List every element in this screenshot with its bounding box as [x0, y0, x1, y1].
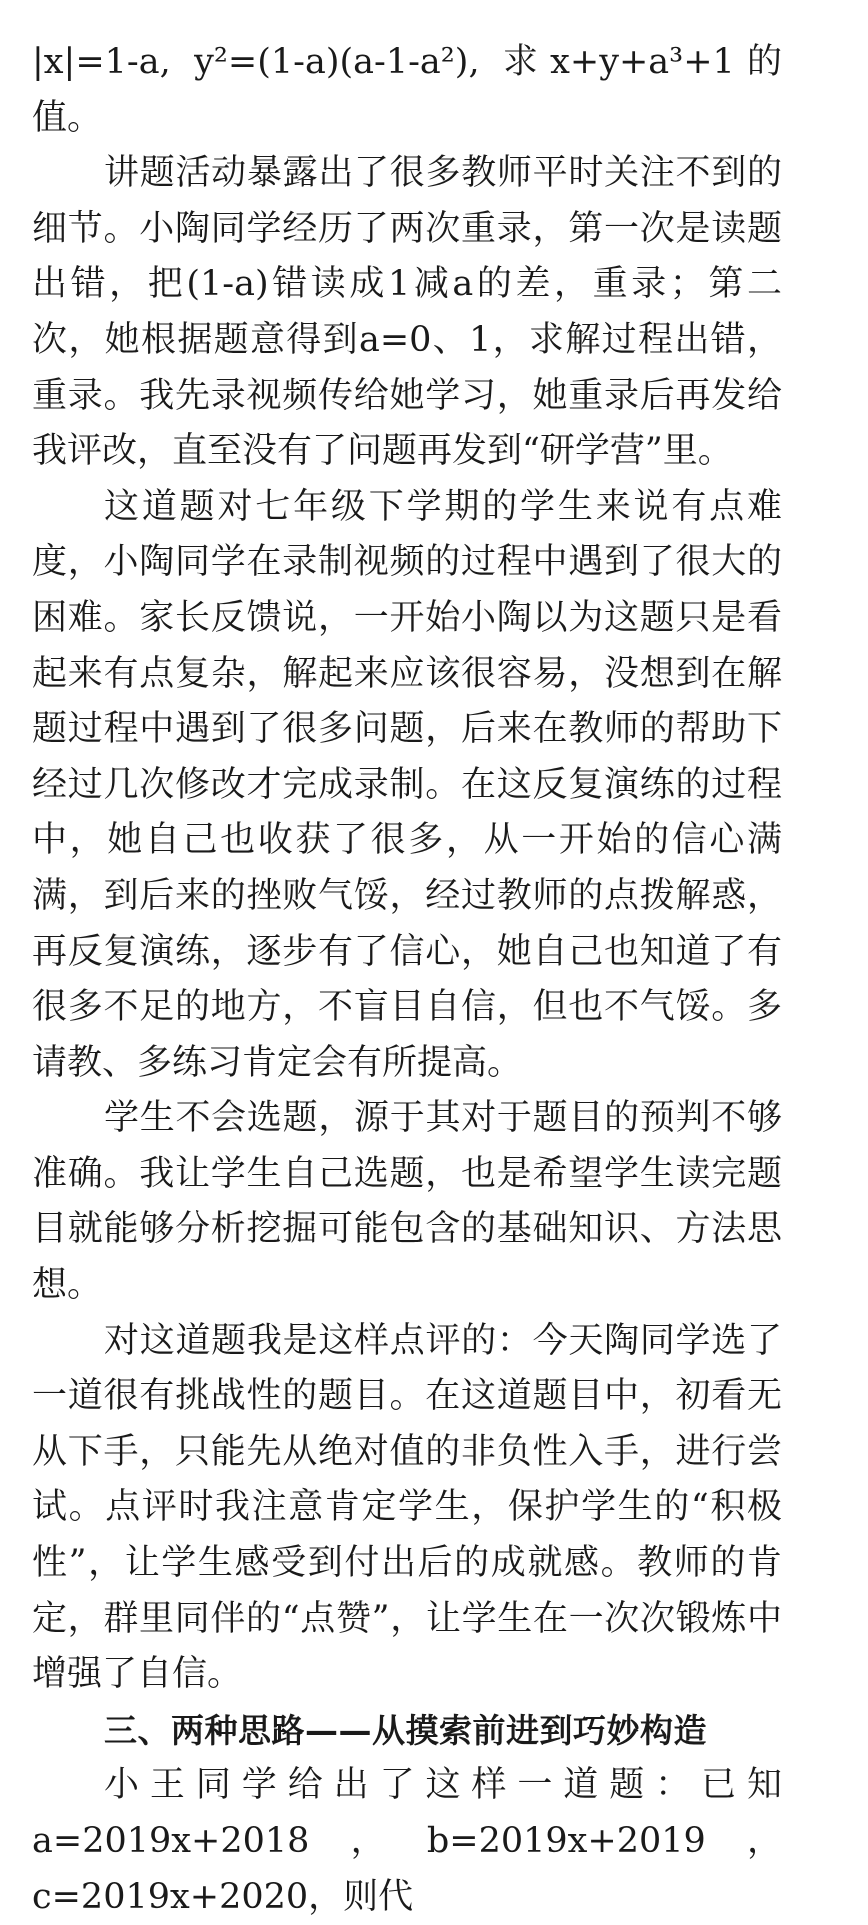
- paragraph-problem-intro: 小王同学给出了这样一道题：已知a=2019x+2018，b=2019x+2019，c=2019x+2020，则代: [32, 1765, 782, 1917]
- paragraph-topic-selection: 学生不会选题，源于其对于题目的预判不够准确。我让学生自己选题，也是希望学生读完题目就能够分析挖掘可能包含的基础知识、方法思想。: [32, 1098, 782, 1306]
- section-heading: 三、两种思路——从摸索前进到巧妙构造: [104, 1710, 707, 1750]
- paragraph-difficulty: 这道题对七年级下学期的学生来说有点难度，小陶同学在录制视频的过程中遇到了很大的困难。家长反馈说，一开始小陶以为这题只是看起来有点复杂，解起来应该很容易，没想到在解题过程中遇到了很多问题，后来在教师的帮助下经过几次修改才完成录制。在这反复演练的过程中，她自己也收获了很多，从一开始的信心满满，到后来的挫败气馁，经过教师的点拨解惑，再反复演练，逐步有了信心，她自己也知道了有很多不足的地方，不盲目自信，但也不气馁。多请教、多练习肯定会有所提高。: [32, 486, 782, 1083]
- paragraph-teacher-comment: 对这道题我是这样点评的：今天陶同学选了一道很有挑战性的题目。在这道题目中，初看无从下手，只能先从绝对值的非负性入手，进行尝试。点评时我注意肯定学生，保护学生的“积极性”，让学生感受到付出后的成就感。教师的肯定，群里同伴的“点赞”，让学生在一次次锻炼中增强了自信。: [32, 1320, 782, 1695]
- paragraph-rerecording: 讲题活动暴露出了很多教师平时关注不到的细节。小陶同学经历了两次重录，第一次是读题出错，把(1-a)错读成1减a的差，重录；第二次，她根据题意得到a=0、1，求解过程出错，重录。我先录视频传给她学习，她重录后再发给我评改，直至没有了问题再发到“研学营”里。: [32, 153, 782, 472]
- formula-line: |x|=1-a, y²=(1-a)(a-1-a²), 求x+y+a³+1的值。: [32, 42, 782, 138]
